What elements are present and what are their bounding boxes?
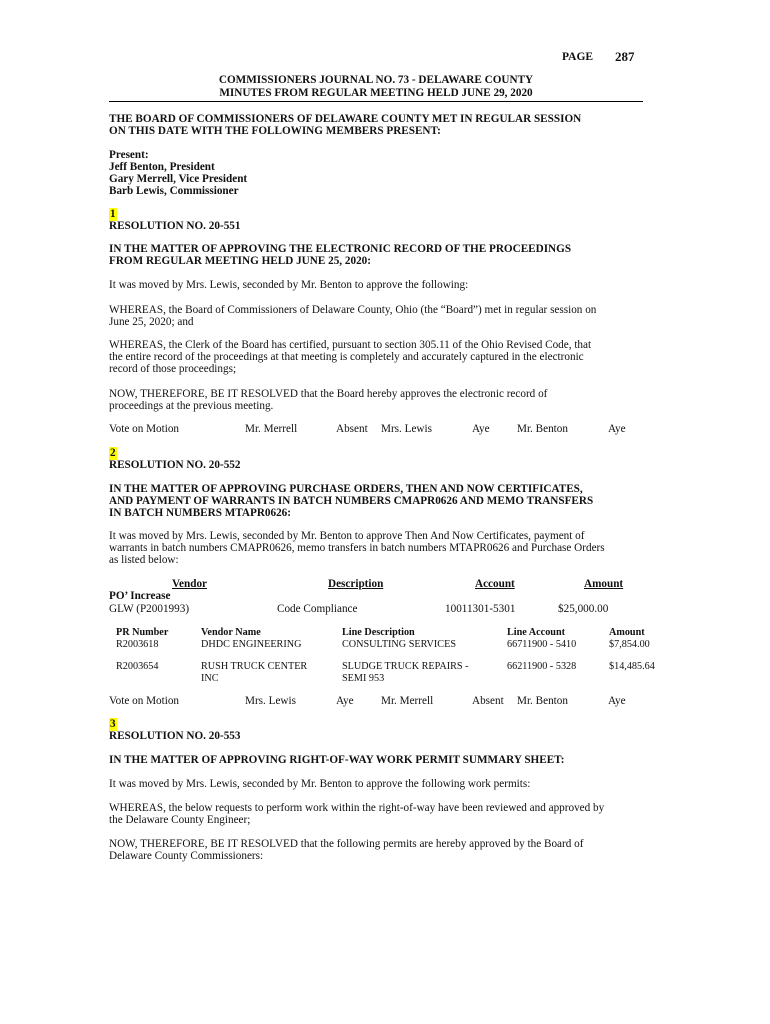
moved-text-3: It was moved by Mrs. Lewis, seconded by Mr. Benton to approve the following work permits: [109,778,531,790]
vote-result: Absent [336,423,368,435]
po-cell-description: Code Compliance [277,603,358,615]
resolution-marker-1: 1 [110,208,116,220]
resolution-marker-3: 3 [110,718,116,730]
vote-name: Mr. Merrell [245,423,298,435]
vote-result: Aye [608,695,626,707]
whereas-2-line-2: the entire record of the proceedings at that meeting is completely and accurately captured in the electronic [109,351,584,363]
member-president: Jeff Benton, President [109,161,215,173]
vote-result: Aye [608,423,626,435]
resolution-title-2-line-1: IN THE MATTER OF APPROVING PURCHASE ORDERS, THEN AND NOW CERTIFICATES, [109,483,583,495]
pr-header-number: PR Number [116,627,169,638]
vote-name: Mrs. Lewis [245,695,296,707]
resolved-1-line-1: NOW, THEREFORE, BE IT RESOLVED that the Board hereby approves the electronic record of [109,388,548,400]
pr-cell-vendor: RUSH TRUCK CENTER [201,661,308,672]
whereas-3-line-2: the Delaware County Engineer; [109,814,251,826]
resolved-3-line-1: NOW, THEREFORE, BE IT RESOLVED that the following permits are hereby approved by the Board of [109,838,584,850]
pr-cell-number: R2003618 [116,639,159,650]
intro-line-2: ON THIS DATE WITH THE FOLLOWING MEMBERS PRESENT: [109,125,441,137]
po-increase-label: PO’ Increase [109,590,171,602]
pr-header-vendor: Vendor Name [201,627,261,638]
pr-cell-description-continued: SEMI 953 [342,673,385,684]
po-cell-account: 10011301-5301 [445,603,516,615]
minutes-title: MINUTES FROM REGULAR MEETING HELD JUNE 29, 2020 [219,87,533,99]
moved-text-2-line-2: warrants in batch numbers CMAPR0626, memo transfers in batch numbers MTAPR0626 and Purchase Orders [109,542,605,554]
pr-header-description: Line Description [342,627,415,638]
vote-result: Aye [472,423,490,435]
resolution-title-2-line-3: IN BATCH NUMBERS MTAPR0626: [109,507,292,519]
po-cell-amount: $25,000.00 [558,603,609,615]
resolved-3-line-2: Delaware County Commissioners: [109,850,264,862]
pr-cell-vendor-continued: INC [201,673,219,684]
resolution-title-1-line-1: IN THE MATTER OF APPROVING THE ELECTRONIC RECORD OF THE PROCEEDINGS [109,243,572,255]
whereas-2-line-1: WHEREAS, the Clerk of the Board has certified, pursuant to section 305.11 of the Ohio Revised Code, that [109,339,592,351]
whereas-3-line-1: WHEREAS, the below requests to perform work within the right-of-way have been reviewed and approved by [109,802,605,814]
vote-result: Absent [472,695,504,707]
po-cell-vendor: GLW (P2001993) [109,603,190,615]
vote-label: Vote on Motion [109,695,180,707]
member-vice-president: Gary Merrell, Vice President [109,173,248,185]
present-label: Present: [109,149,149,161]
whereas-1-line-1: WHEREAS, the Board of Commissioners of Delaware County, Ohio (the “Board”) met in regular session on [109,304,597,316]
header-rule [109,101,643,102]
pr-cell-number: R2003654 [116,661,159,672]
whereas-1-line-2: June 25, 2020; and [109,316,194,328]
po-header-description: Description [328,578,384,590]
moved-text-2-line-3: as listed below: [109,554,179,566]
resolved-1-line-2: proceedings at the previous meeting. [109,400,274,412]
pr-header-amount: Amount [609,627,645,638]
po-header-account: Account [475,578,515,590]
pr-header-account: Line Account [507,627,566,638]
page-label: PAGE [562,51,594,63]
vote-name: Mr. Merrell [381,695,434,707]
resolution-number-1: RESOLUTION NO. 20-551 [109,220,241,232]
resolution-title-1-line-2: FROM REGULAR MEETING HELD JUNE 25, 2020: [109,255,371,267]
vote-result: Aye [336,695,354,707]
vote-name: Mr. Benton [517,423,568,435]
pr-cell-amount: $7,854.00 [609,639,650,650]
moved-text-1: It was moved by Mrs. Lewis, seconded by Mr. Benton to approve the following: [109,279,469,291]
vote-label: Vote on Motion [109,423,180,435]
resolution-marker-2: 2 [110,447,116,459]
pr-cell-vendor: DHDC ENGINEERING [201,639,302,650]
resolution-title-3: IN THE MATTER OF APPROVING RIGHT-OF-WAY WORK PERMIT SUMMARY SHEET: [109,754,565,766]
pr-cell-account: 66711900 - 5410 [507,639,577,650]
pr-cell-description: SLUDGE TRUCK REPAIRS - [342,661,469,672]
resolution-number-2: RESOLUTION NO. 20-552 [109,459,241,471]
po-header-vendor: Vendor [172,578,208,590]
resolution-number-3: RESOLUTION NO. 20-553 [109,730,241,742]
member-commissioner: Barb Lewis, Commissioner [109,185,239,197]
resolution-title-2-line-2: AND PAYMENT OF WARRANTS IN BATCH NUMBERS CMAPR0626 AND MEMO TRANSFERS [109,495,594,507]
page-number: 287 [615,49,635,64]
whereas-2-line-3: record of those proceedings; [109,363,237,375]
pr-cell-description: CONSULTING SERVICES [342,639,456,650]
journal-title: COMMISSIONERS JOURNAL NO. 73 - DELAWARE COUNTY [218,74,534,86]
moved-text-2-line-1: It was moved by Mrs. Lewis, seconded by Mr. Benton to approve Then And Now Certificates, payment of [109,530,585,542]
intro-line-1: THE BOARD OF COMMISSIONERS OF DELAWARE COUNTY MET IN REGULAR SESSION [109,113,582,125]
vote-name: Mrs. Lewis [381,423,432,435]
po-header-amount: Amount [584,578,624,590]
vote-name: Mr. Benton [517,695,568,707]
pr-cell-account: 66211900 - 5328 [507,661,577,672]
pr-cell-amount: $14,485.64 [609,661,655,672]
